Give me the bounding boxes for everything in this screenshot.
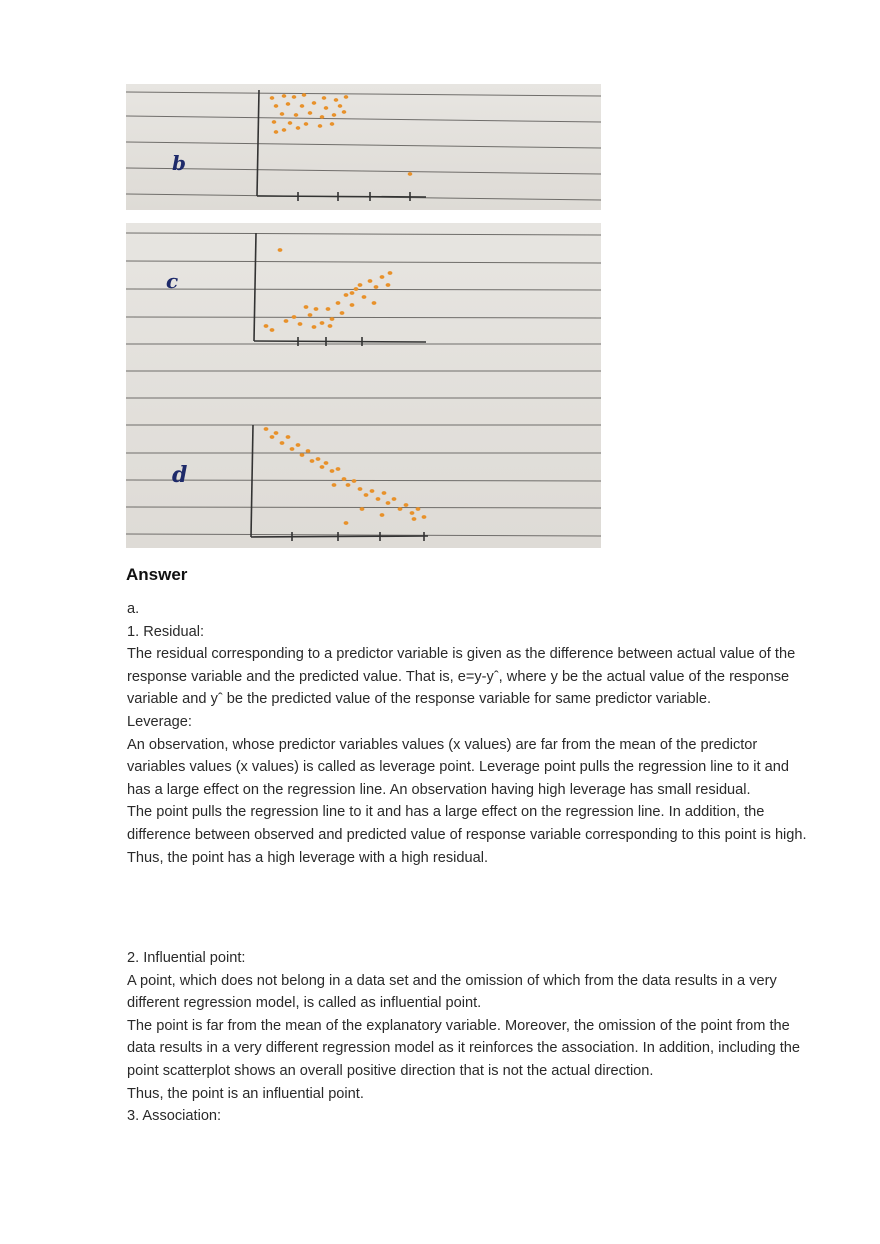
influential-title: 2. Influential point: xyxy=(127,950,246,966)
scatter-dot xyxy=(330,317,335,321)
scatter-dot xyxy=(282,94,287,98)
scatter-dot xyxy=(326,307,331,311)
scatter-dot xyxy=(334,98,339,102)
x-axis-c xyxy=(254,341,426,342)
scatter-dot xyxy=(358,283,363,287)
scatter-dot xyxy=(280,112,285,116)
x-axis xyxy=(257,196,426,197)
scatter-dot xyxy=(264,324,269,328)
scatter-dot xyxy=(380,275,385,279)
pull-text: The point pulls the regression line to it and has a large effect on the regression line. In addition, the difference between observed and predicted value of response variable corresponding to this point is high. xyxy=(127,804,807,843)
scatter-dot xyxy=(324,106,329,110)
scatter-dot xyxy=(286,435,291,439)
x-axis-d xyxy=(251,536,428,537)
scatter-dot xyxy=(310,459,315,463)
label-c: c xyxy=(166,269,179,293)
scatter-dot xyxy=(274,104,279,108)
scatter-dot xyxy=(346,483,351,487)
scatter-dot xyxy=(304,122,309,126)
scatter-dot xyxy=(322,96,327,100)
scatter-dot xyxy=(274,431,279,435)
scatter-dot xyxy=(302,93,307,97)
scatter-dot xyxy=(318,124,323,128)
scatter-dot xyxy=(344,293,349,297)
scatter-dot xyxy=(342,477,347,481)
scatter-dot xyxy=(336,467,341,471)
scatter-dot xyxy=(380,513,385,517)
scatter-dot xyxy=(320,321,325,325)
scatter-dot xyxy=(270,435,275,439)
scatter-dot xyxy=(358,487,363,491)
ruled-line xyxy=(126,261,601,263)
scatter-dot xyxy=(330,469,335,473)
scatter-dot xyxy=(296,443,301,447)
influential-explain: The point is far from the mean of the explanatory variable. Moreover, the omission of the point from the data results in a very different regression model as it reinforces the association. In addition, including the point scatterplot shows an overall positive direction that is not the actual direction. xyxy=(127,1017,801,1079)
scatter-dot xyxy=(306,449,311,453)
scatter-dot xyxy=(332,113,337,117)
scatter-dot xyxy=(362,295,367,299)
label-d: d xyxy=(172,462,188,488)
answer-part-a xyxy=(127,598,807,869)
axes-d xyxy=(251,425,428,541)
scatter-dot xyxy=(264,427,269,431)
ruled-line xyxy=(126,480,601,481)
scatter-dot xyxy=(344,95,349,99)
scatter-dot xyxy=(386,283,391,287)
scatter-dot xyxy=(312,325,317,329)
y-axis xyxy=(257,90,259,196)
association-title: 3. Association: xyxy=(127,1108,222,1125)
scatter-dot xyxy=(270,328,275,332)
scatter-dot xyxy=(416,507,421,511)
y-axis-c xyxy=(254,233,256,341)
scatter-dot xyxy=(320,115,325,119)
answer-part-influential xyxy=(127,947,807,1128)
scatter-dot xyxy=(308,111,313,115)
ruled-line xyxy=(126,317,601,318)
ruled-lines xyxy=(126,92,601,200)
scatter-dot xyxy=(350,291,355,295)
scatter-dot xyxy=(314,307,319,311)
scatter-dot xyxy=(298,322,303,326)
scatter-dot xyxy=(388,271,393,275)
answer-heading: Answer xyxy=(126,565,188,584)
scatter-dot xyxy=(280,441,285,445)
scatter-dot xyxy=(340,311,345,315)
leverage-text: An observation, whose predictor variables values (x values) are far from the mean of the predictor variables values (x values) is called as leverage point. Leverage point pulls the regression line to it and has a large effect on the regression line. An observation having high leverage has small residual. xyxy=(127,736,789,798)
scatter-dot xyxy=(410,511,415,515)
dots-b xyxy=(270,93,413,176)
scatter-dot xyxy=(398,507,403,511)
scatter-dot xyxy=(352,479,357,483)
scatter-dot xyxy=(288,121,293,125)
leverage-conclusion: Thus, the point has a high leverage with a high residual. xyxy=(127,849,489,866)
scatter-dot xyxy=(374,285,379,289)
scatter-dot xyxy=(328,324,333,328)
residual-text: The residual corresponding to a predictor variable is given as the difference between actual value of the response variable and the predicted value. That is, e=y-yˆ, where y be the actual value of the response variable and yˆ be the predicted value of the response variable for same predictor variable. xyxy=(127,646,796,708)
scatter-dot xyxy=(344,521,349,525)
ruled-line xyxy=(126,116,601,122)
part-label: a. xyxy=(127,601,140,617)
scatter-dot xyxy=(308,313,313,317)
scatterplot-photo-b xyxy=(126,84,601,210)
ruled-line xyxy=(126,142,601,148)
ruled-line xyxy=(126,289,601,290)
scatter-dot xyxy=(350,303,355,307)
residual-title: 1. Residual: xyxy=(127,623,205,640)
scatter-dot xyxy=(282,128,287,132)
ruled-line xyxy=(126,92,601,96)
ruled-line xyxy=(126,168,601,174)
scatter-dot xyxy=(336,301,341,305)
scatter-dot xyxy=(292,315,297,319)
scatterplot-photo-cd xyxy=(126,223,601,548)
scatter-dot xyxy=(386,501,391,505)
scatter-dot xyxy=(354,287,359,291)
scatter-dot xyxy=(290,447,295,451)
leverage-title: Leverage: xyxy=(127,713,192,730)
scatter-dot xyxy=(296,126,301,130)
scatter-dot xyxy=(312,101,317,105)
scatter-dot xyxy=(404,503,409,507)
scatter-dot xyxy=(270,96,275,100)
scatter-dot xyxy=(320,465,325,469)
scatter-dot xyxy=(370,489,375,493)
scatter-dot xyxy=(382,491,387,495)
scatter-dot xyxy=(342,110,347,114)
scatter-dot xyxy=(412,517,417,521)
scatterplot-b-drawing xyxy=(126,84,601,210)
scatter-dot xyxy=(338,104,343,108)
y-axis-d xyxy=(251,425,253,537)
scatter-dot xyxy=(376,497,381,501)
scatter-dot xyxy=(324,461,329,465)
scatter-dot xyxy=(304,305,309,309)
influential-conclusion: Thus, the point is an influential point. xyxy=(127,1085,364,1102)
scatter-dot xyxy=(274,130,279,134)
scatter-dot xyxy=(364,493,369,497)
scatter-dot xyxy=(300,453,305,457)
influential-text: A point, which does not belong in a data set and the omission of which from the data results in a very different regression model, is called as influential point. xyxy=(127,972,777,1012)
scatter-dot xyxy=(332,483,337,487)
ruled-lines xyxy=(126,233,601,536)
scatter-dot xyxy=(284,319,289,323)
scatter-dot xyxy=(360,507,365,511)
scatter-dot xyxy=(422,515,427,519)
ruled-line xyxy=(126,233,601,235)
scatter-dot xyxy=(272,120,277,124)
scatter-dot xyxy=(372,301,377,305)
label-b: b xyxy=(172,151,186,175)
scatter-dot xyxy=(368,279,373,283)
scatter-dot xyxy=(316,457,321,461)
scatter-dot xyxy=(294,113,299,117)
scatter-dot xyxy=(330,122,335,126)
scatter-dot xyxy=(292,95,297,99)
scatterplot-cd-drawing xyxy=(126,223,601,548)
scatter-dot xyxy=(286,102,291,106)
scatter-dot xyxy=(300,104,305,108)
scatter-dot xyxy=(278,248,283,252)
scatter-dot xyxy=(392,497,397,501)
scatter-dot xyxy=(408,172,413,176)
